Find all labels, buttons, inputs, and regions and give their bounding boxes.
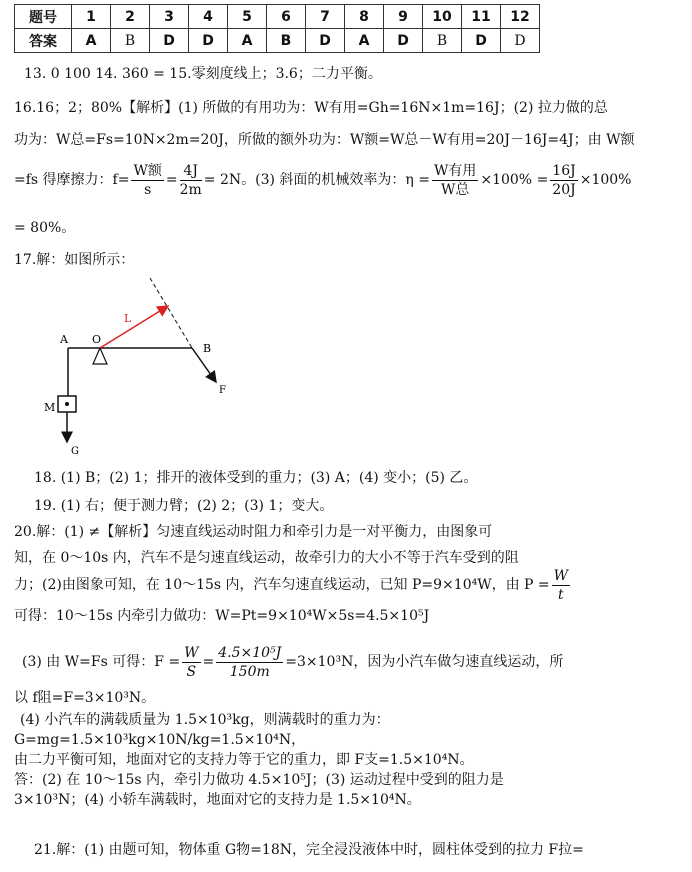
answer-20-line-9: 由二力平衡可知，地面对它的支持力等于它的重力，即 F支=1.5×10⁴N。: [14, 752, 474, 768]
text-fragment: ×100% =: [480, 172, 549, 188]
question-number: 9: [384, 5, 423, 29]
question-number: 7: [306, 5, 345, 29]
answer-13-15: 13. 0 100 14. 360 = 15.零刻度线上；3.6；二力平衡。: [24, 66, 382, 82]
numerator: 16J: [552, 162, 576, 179]
fraction: [550, 162, 577, 199]
question-number: 3: [150, 5, 189, 29]
fraction: [552, 567, 570, 604]
fraction: [180, 162, 202, 199]
answer-cell: D: [501, 29, 540, 53]
answer-20-line-7: (4) 小汽车的满载质量为 1.5×10³kg，则满载时的重力为：: [20, 712, 390, 728]
answer-label: 答案: [15, 29, 72, 53]
answer-16-line-1: 16.16；2；80%【解析】(1) 所做的有用功为：W有用=Gh=16N×1m=16J；(2) 拉力做的总: [14, 100, 608, 116]
numerator: W额: [133, 162, 162, 179]
label-g: G: [71, 446, 79, 457]
label-o: O: [92, 333, 102, 346]
numerator: W: [184, 644, 199, 661]
answer-20-line-1: 20.解：(1) ≠【解析】匀速直线运动时阻力和牵引力是一对平衡力，由图象可: [14, 524, 493, 540]
answer-cell: D: [306, 29, 345, 53]
answer-18: 18. (1) B；(2) 1；排开的液体受到的重力；(3) A；(4) 变小；(5) 乙。: [34, 470, 478, 486]
header-label: 题号: [15, 5, 72, 29]
table-row: [15, 29, 540, 53]
denominator: S: [186, 663, 197, 680]
answer-cell: B: [423, 29, 462, 53]
answer-table: [14, 4, 540, 53]
question-number: 11: [462, 5, 501, 29]
answer-cell: B: [111, 29, 150, 53]
denominator: 150m: [229, 663, 270, 680]
numerator: W: [553, 567, 569, 584]
question-number: 8: [345, 5, 384, 29]
numerator: 4J: [180, 162, 202, 181]
fulcrum-triangle: [93, 348, 107, 364]
denominator: t: [558, 586, 564, 603]
fraction: [432, 162, 478, 199]
question-number: 5: [228, 5, 267, 29]
table-row: [15, 5, 540, 29]
answer-20-line-10: 答：(2) 在 10～15s 内，牵引力做功 4.5×10⁵J；(3) 运动过程中受到的阻力是: [14, 772, 504, 788]
fraction: [216, 644, 283, 681]
lever-arm-arrow: [100, 306, 168, 348]
label-m: M: [44, 401, 56, 414]
fraction: [182, 644, 200, 681]
label-f: F: [219, 385, 226, 396]
answer-16-line-4: = 80%。: [14, 220, 76, 236]
fraction: [131, 162, 163, 199]
label-b: B: [203, 342, 212, 355]
question-number: 10: [423, 5, 462, 29]
answer-20-line-4: 可得：10～15s 内牵引力做功：W=Pt=9×10⁴W×5s=4.5×10⁵J: [14, 608, 430, 624]
answer-21: 21.解：(1) 由题可知，物体重 G物=18N，完全浸没液体中时，圆柱体受到的拉力 F拉=: [34, 842, 584, 858]
question-number: 12: [501, 5, 540, 29]
denominator: 20J: [552, 181, 576, 198]
answer-20-line-8: G=mg=1.5×10³kg×10N/kg=1.5×10⁴N，: [14, 732, 306, 748]
question-number: 2: [111, 5, 150, 29]
denominator: 2m: [179, 181, 202, 198]
question-number: 6: [267, 5, 306, 29]
answer-cell: A: [345, 29, 384, 53]
label-a: A: [60, 333, 68, 346]
answer-cell: D: [462, 29, 501, 53]
answer-17: 17.解：如图所示：: [14, 252, 135, 268]
answer-16-line-2: 功为：W总=Fs=10N×2m=20J，所做的额外功为：W额=W总－W有用=20J－16J=4J；由 W额: [14, 132, 635, 148]
text-fragment: =: [202, 654, 215, 670]
numerator: 4.5×10⁵J: [218, 644, 282, 661]
answer-cell: D: [189, 29, 228, 53]
answer-20-line-3: [14, 566, 572, 604]
answer-cell: A: [72, 29, 111, 53]
denominator: W总: [440, 181, 470, 198]
text-fragment: =3×10³N，因为小汽车做匀速直线运动，所: [285, 654, 564, 670]
answer-cell: A: [228, 29, 267, 53]
answer-cell: B: [267, 29, 306, 53]
question-number: 1: [72, 5, 111, 29]
mass-center-dot: [65, 402, 69, 406]
numerator: W有用: [433, 162, 477, 179]
answer-cell: D: [150, 29, 189, 53]
answer-20-line-2: 知，在 0～10s 内，汽车不是匀速直线运动，故牵引力的大小不等于汽车受到的阻: [14, 550, 519, 566]
lever-diagram: [40, 270, 300, 470]
answer-20-line-6: 以 f阻=F=3×10³N。: [14, 690, 156, 706]
answer-16-line-3: [14, 160, 632, 200]
denominator: s: [144, 181, 152, 198]
text-fragment: =fs 得摩擦力：f=: [14, 172, 130, 188]
text-fragment: (3) 由 W=Fs 可得：F =: [22, 654, 181, 670]
text-fragment: 力；(2)由图象可知，在 10～15s 内，汽车匀速直线运动，已知 P=9×10⁴W，由 P =: [14, 577, 550, 593]
label-l: L: [124, 312, 132, 325]
answer-20-line-11: 3×10³N；(4) 小轿车满载时，地面对它的支持力是 1.5×10⁴N。: [14, 792, 421, 808]
answer-cell: D: [384, 29, 423, 53]
question-number: 4: [189, 5, 228, 29]
text-fragment: = 2N。(3) 斜面的机械效率为：η =: [203, 172, 430, 188]
answer-19: 19. (1) 右；便于测力臂；(2) 2；(3) 1；变大。: [34, 498, 334, 514]
text-fragment: ×100%: [579, 172, 632, 188]
text-fragment: =: [165, 172, 178, 188]
answer-20-line-5: [22, 642, 563, 682]
